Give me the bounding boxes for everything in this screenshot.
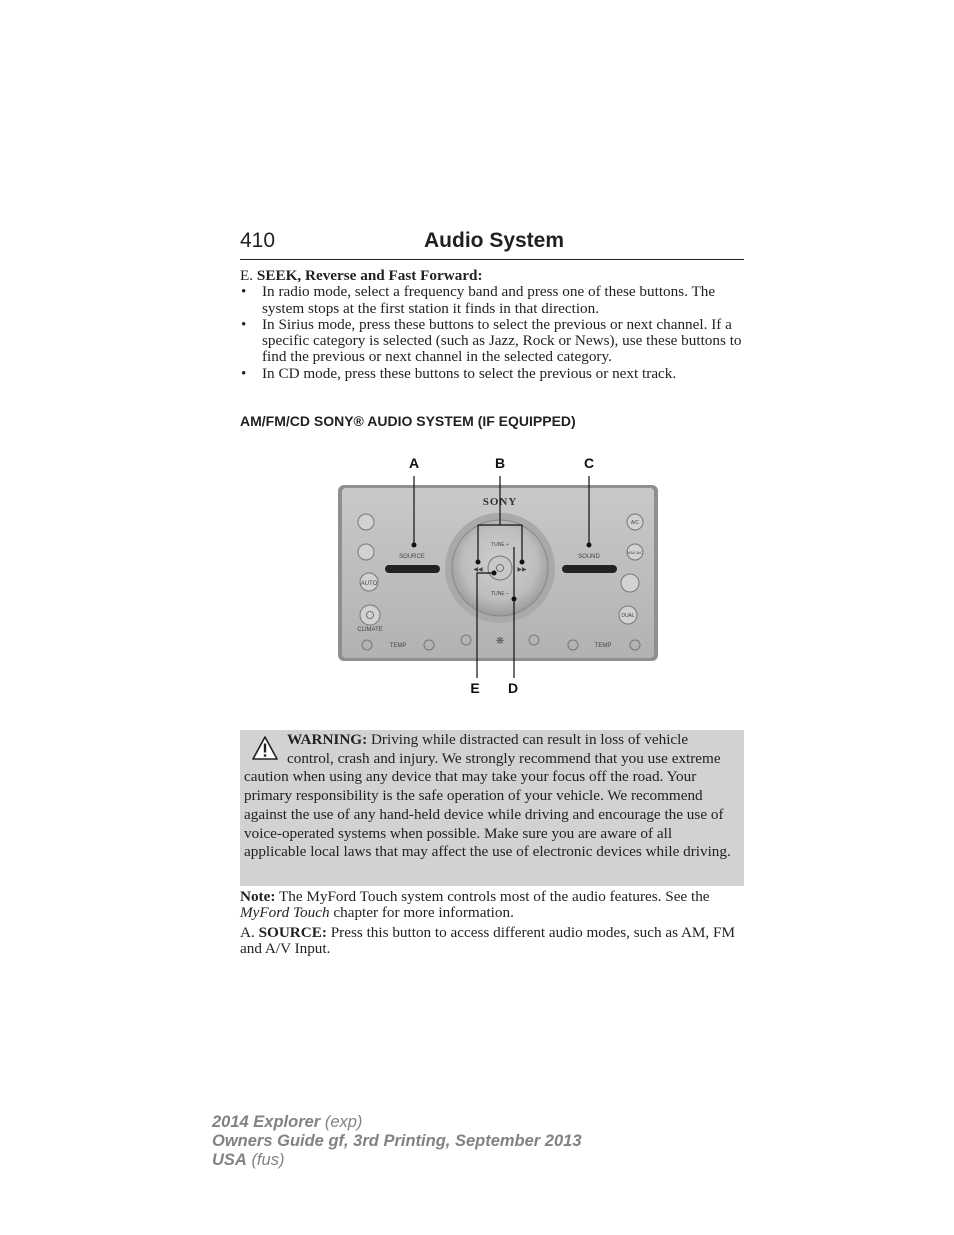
list-item: • In Sirius mode, press these buttons to select the previous or next channel. If a specific category is selected (such as Jazz, Rock or News), use these buttons to find the previous or next channel in the selected category.: [240, 317, 744, 366]
footer-line-1: [212, 1113, 582, 1132]
source-label: SOURCE:: [258, 924, 327, 941]
tune-plus-label: TUNE +: [491, 542, 509, 548]
source-label: SOURCE: [399, 554, 425, 560]
temp-left-label: TEMP: [389, 643, 407, 649]
seek-heading: [240, 268, 744, 284]
footer-model-code: (exp): [324, 1113, 363, 1131]
note-text-before: The MyFord Touch system controls most of the audio features. See the: [278, 888, 710, 905]
seek-reverse-icon[interactable]: ◀◀: [473, 567, 483, 573]
seek-bullet-list: [240, 284, 744, 382]
source-button[interactable]: [385, 565, 440, 573]
seek-section: [240, 268, 744, 382]
seek-forward-icon[interactable]: ▶▶: [517, 567, 527, 573]
footer-market: USA: [212, 1151, 247, 1169]
recirculation-button[interactable]: [621, 574, 639, 592]
source-paragraph: [240, 925, 744, 958]
warning-box: [240, 730, 744, 886]
auto-label: AUTO: [360, 581, 378, 587]
source-text: Press this button to access different audio modes, such as AM, FM and A/V Input.: [240, 924, 735, 958]
footer-line-2: [212, 1132, 582, 1151]
power-volume-button[interactable]: [488, 556, 512, 580]
chapter-title: Audio System: [424, 229, 565, 252]
tune-minus-label: TUNE –: [491, 591, 509, 597]
seek-title: SEEK, Reverse and Fast Forward:: [256, 267, 483, 284]
warning-text-first: Driving while distracted can result in loss of vehicle: [370, 731, 689, 748]
note-label: Note:: [240, 888, 276, 905]
footer-printing: Owners Guide gf, 3rd Printing, September 2013: [212, 1132, 582, 1150]
footer-market-code: (fus): [251, 1151, 285, 1169]
callout-b: B: [494, 455, 506, 471]
list-item: • In radio mode, select a frequency band and press one of these buttons. The system stops at the first station it finds in that direction.: [240, 284, 744, 317]
callout-e: E: [470, 680, 480, 696]
warning-text: [244, 731, 738, 862]
climate-label: CLIMATE: [357, 627, 383, 633]
sony-logo: SONY: [482, 496, 518, 508]
footer-model: 2014 Explorer: [212, 1113, 321, 1131]
temp-right-label: TEMP: [594, 643, 612, 649]
note-italic-reference: MyFord Touch: [240, 904, 330, 922]
note-paragraph: [240, 889, 744, 922]
fan-icon: ❋: [495, 636, 505, 647]
footer-line-3: [212, 1151, 582, 1170]
note-text-after: chapter for more information.: [333, 904, 514, 922]
defrost-button[interactable]: [358, 514, 374, 530]
dual-label: DUAL: [621, 613, 635, 619]
sound-label: SOUND: [578, 554, 600, 560]
max-ac-label: MAX A/C: [626, 550, 644, 555]
warning-label: WARNING:: [287, 731, 368, 748]
section-heading: AM/FM/CD SONY® AUDIO SYSTEM (IF EQUIPPED): [240, 413, 576, 429]
seek-prefix: E.: [240, 267, 254, 284]
callout-d: D: [507, 680, 519, 696]
climate-power-button[interactable]: [360, 605, 380, 625]
sony-audio-panel-figure: [330, 450, 670, 700]
callout-c: C: [583, 455, 595, 471]
sound-button[interactable]: [562, 565, 617, 573]
callout-a: A: [408, 455, 420, 471]
warning-text-rest: control, crash and injury. We strongly recommend that you use extreme caution when using any device that may take your focus off the road. Your primary responsibility is the safe operation of your vehicle. We recommend against the use of any hand-held device while driving and encourage the use of voice-operated systems when possible. Make sure you are aware of all applicable local laws that may affect the use of electronic devices while driving.: [244, 749, 731, 861]
source-prefix: A.: [240, 924, 255, 941]
audio-panel-illustration: [330, 450, 670, 700]
page-header: [240, 229, 744, 260]
page-number: 410: [240, 229, 276, 252]
list-item: • In CD mode, press these buttons to select the previous or next track.: [240, 366, 744, 382]
ac-label: A/C: [630, 520, 640, 526]
page-footer: [212, 1113, 582, 1170]
rear-defrost-button[interactable]: [358, 544, 374, 560]
